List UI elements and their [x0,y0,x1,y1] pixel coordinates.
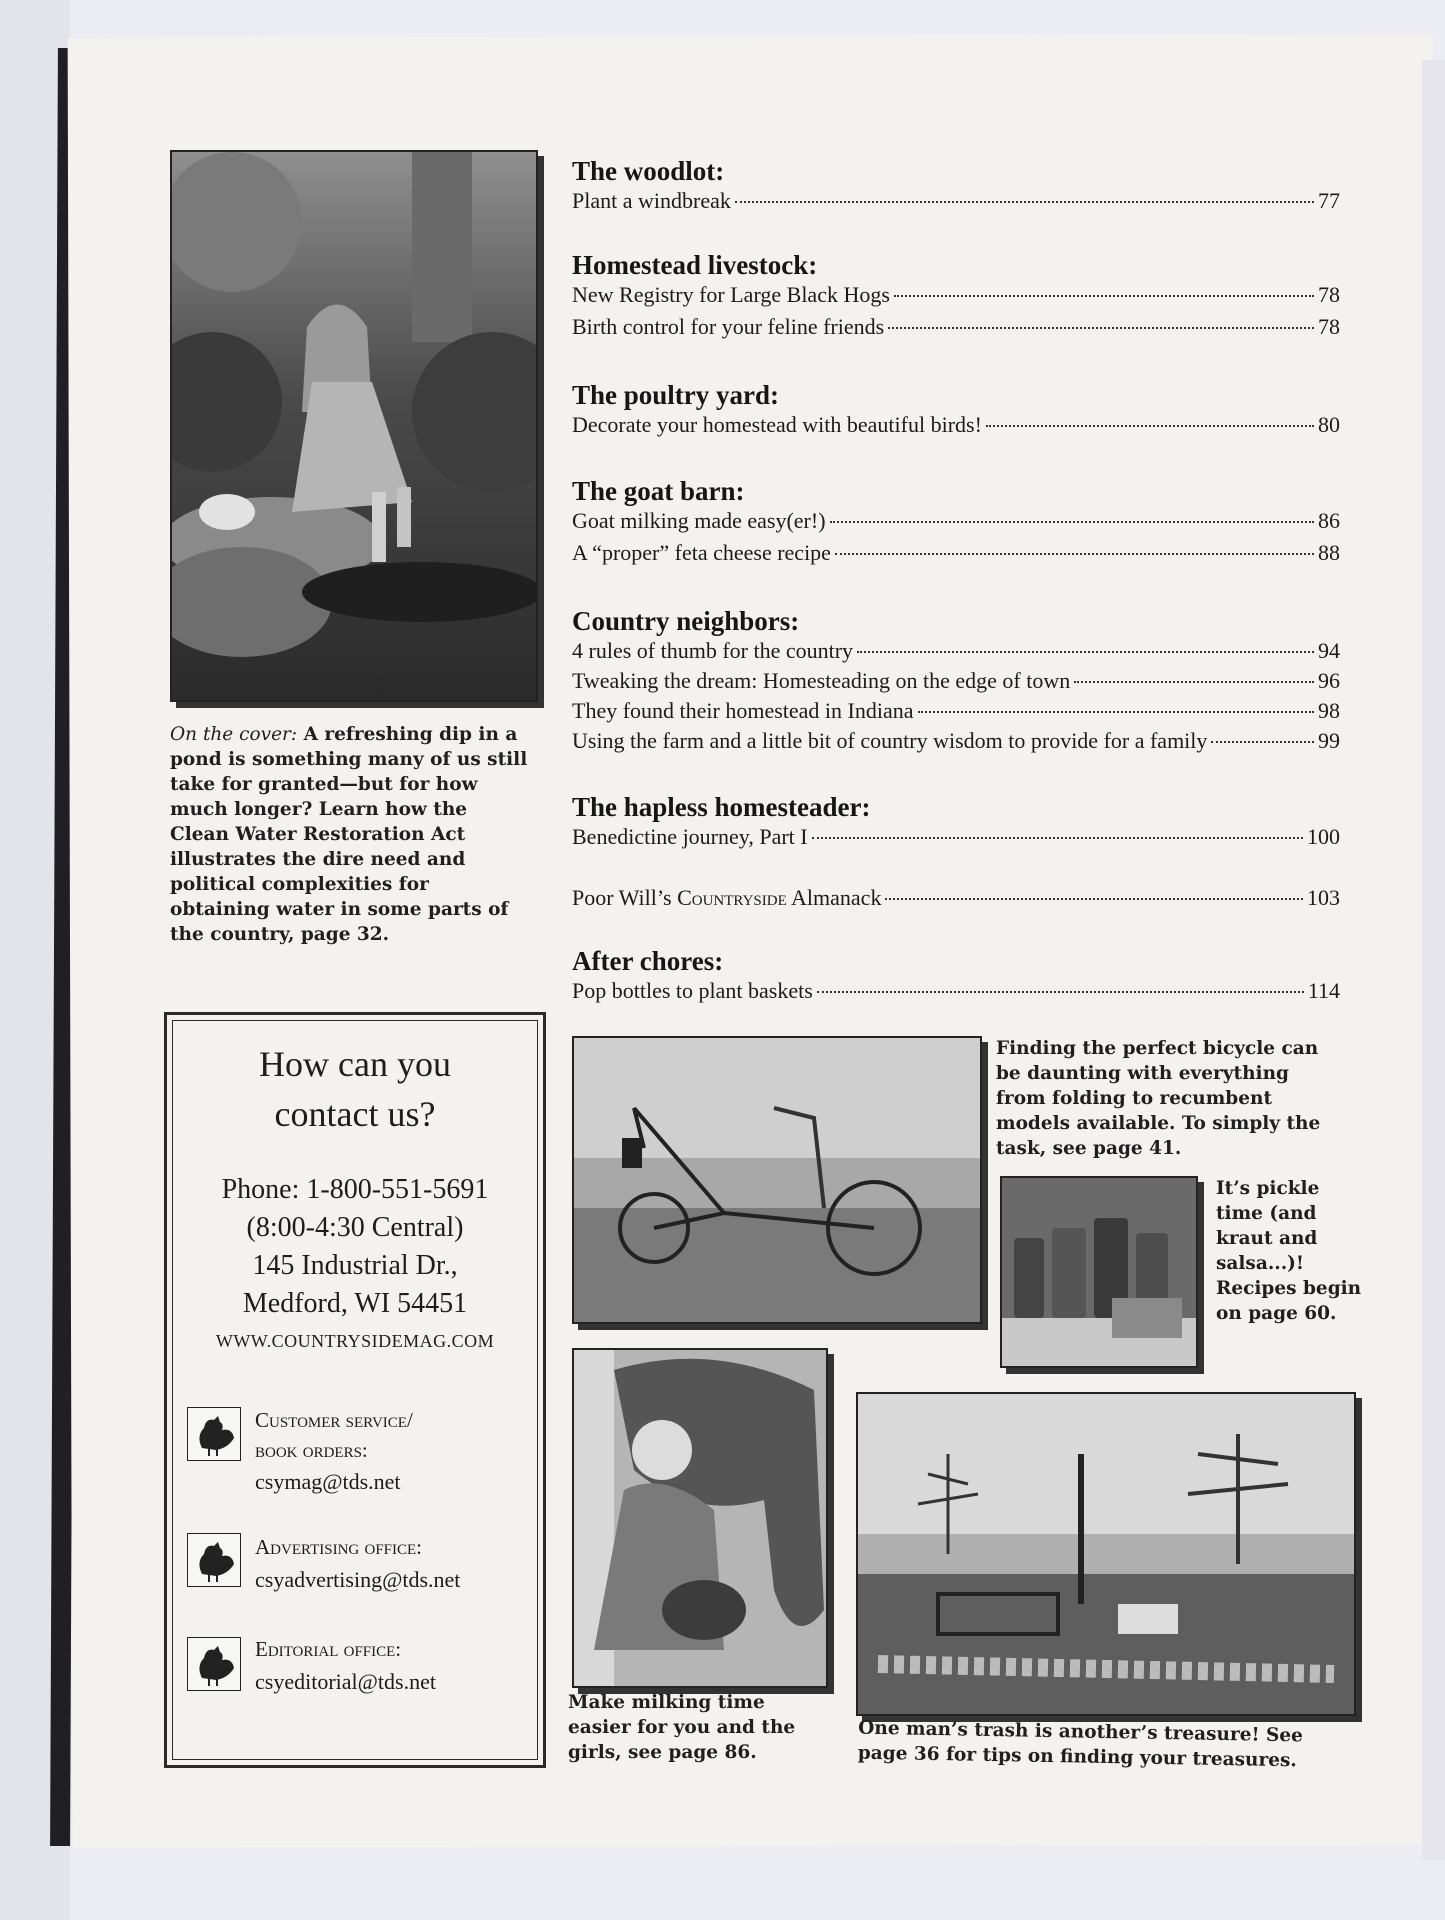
pickle-caption: It’s pickle time (and kraut and salsa...)! Recipes begin on page 60. [1216,1178,1362,1324]
garden-caption: One man’s trash is another’s treasure! See page 36 for tips on finding your treasures. [857,1717,1304,1772]
cover-caption-body: A refreshing dip in a pond is something many of us still take for granted—but for how much longer? Learn how the Clean Water Restoration Act illustrates the dire need and political complexities for obtaining water in some parts of the country, page 32. [170,724,528,945]
section-heading-hapless: The hapless homesteader: [572,792,871,822]
customer-service-label [255,1405,413,1465]
toc-entry-page: 103 [1307,885,1340,910]
section-heading-woodlot: The woodlot: [572,156,725,186]
city-address: Medford, WI 54451 [242,1288,468,1319]
leader-dots [830,521,1314,523]
toc-entry-page: 80 [1318,412,1340,437]
advertising-label: Advertising office: [255,1535,423,1559]
toc-entry-title: Pop bottles to plant baskets [572,978,813,1003]
label-line2: book orders: [255,1438,368,1462]
toc-entry-title [572,885,881,911]
toc-entry-title: Goat milking made easy(er!) [572,508,826,533]
phone-number[interactable]: Phone: 1-800-551-5691 [221,1174,489,1205]
toc-entry-page: 78 [1318,314,1340,339]
toc-entry-page: 86 [1318,508,1340,533]
editorial-label: Editorial office: [255,1637,402,1661]
contact-title-line1: How can you [259,1044,451,1084]
rooster-icon [187,1407,241,1461]
toc-entry[interactable] [572,188,1340,220]
leader-dots [835,553,1314,555]
contact-address [167,1171,543,1323]
toc-entry-title: Birth control for your feline friends [572,314,885,339]
toc-entry-page: 78 [1318,282,1340,307]
toc-entry-title: Using the farm and a little bit of country wisdom to provide for a family [572,728,1208,753]
toc-entry[interactable] [572,824,1340,856]
section-heading-goat-barn: The goat barn: [572,476,745,506]
toc-entry-page: 114 [1307,978,1340,1003]
toc-entry-title: New Registry for Large Black Hogs [572,282,890,307]
leader-dots [1074,681,1314,683]
toc-entry-page: 88 [1318,540,1340,565]
pickle-photo [1000,1176,1198,1368]
leader-dots [812,837,1303,839]
label-line1: Customer service/ [255,1408,413,1432]
toc-entry-page: 77 [1318,188,1340,213]
rooster-icon [187,1533,241,1587]
customer-service-email[interactable]: csymag@tds.net [255,1469,401,1494]
toc-entry-page: 94 [1318,638,1340,663]
contact-title [167,1039,543,1139]
toc-entry-almanack[interactable] [572,885,1340,917]
leader-dots [986,425,1314,427]
leader-dots [885,898,1303,900]
section-heading-poultry: The poultry yard: [572,380,780,410]
section-heading-after-chores: After chores: [572,946,724,976]
advertising-email[interactable]: csyadvertising@tds.net [255,1567,461,1592]
milking-photo [572,1348,828,1688]
toc-entry-title: Decorate your homestead with beautiful birds! [572,412,982,437]
toc-entry[interactable] [572,668,1340,700]
garden-photo [856,1392,1356,1716]
toc-entry[interactable] [572,978,1340,1010]
street-address: 145 Industrial Dr., [252,1250,458,1281]
rooster-icon [187,1637,241,1691]
toc-entry[interactable] [572,540,1340,572]
toc-entry-title: 4 rules of thumb for the country [572,638,854,663]
cover-caption-lead: On the cover: [170,724,298,745]
office-hours: (8:00-4:30 Central) [246,1212,464,1243]
contact-title-line2: contact us? [274,1094,436,1134]
cover-caption [170,722,530,947]
leader-dots [857,651,1314,653]
leader-dots [735,201,1314,203]
contact-box [164,1012,546,1768]
toc-entry[interactable] [572,698,1340,730]
title-prefix: Poor Will’s [572,885,678,910]
editorial-email[interactable]: csyeditorial@tds.net [255,1669,436,1694]
section-heading-neighbors: Country neighbors: [572,606,800,636]
toc-entry[interactable] [572,314,1340,346]
toc-entry-title: A “proper” feta cheese recipe [572,540,831,565]
section-heading-livestock: Homestead livestock: [572,250,818,280]
leader-dots [1211,741,1314,743]
toc-entry[interactable] [572,282,1340,314]
leader-dots [894,295,1314,297]
toc-entry[interactable] [572,728,1340,760]
bicycle-photo [572,1036,982,1324]
toc-entry[interactable] [572,412,1340,444]
toc-entry-title: Plant a windbreak [572,188,731,213]
website-link[interactable]: WWW.COUNTRYSIDEMAG.COM [215,1331,495,1351]
toc-entry-page: 99 [1318,728,1340,753]
bicycle-caption: Finding the perfect bicycle can be daunting with everything from folding to recumbent models available. To simply the task, see page 41. [996,1038,1321,1159]
background-right [1422,60,1445,1860]
leader-dots [817,991,1304,993]
leader-dots [888,327,1314,329]
title-small-caps: Countryside [677,885,787,910]
leader-dots [918,711,1314,713]
toc-entry[interactable] [572,638,1340,670]
toc-entry-page: 96 [1318,668,1340,693]
toc-entry-title: They found their homestead in Indiana [572,698,914,723]
milking-caption: Make milking time easier for you and the girls, see page 86. [568,1692,796,1763]
toc-entry-title: Benedictine journey, Part I [572,824,808,849]
toc-entry-title: Tweaking the dream: Homesteading on the edge of town [572,668,1071,693]
title-suffix: Almanack [786,885,882,910]
toc-entry-page: 98 [1318,698,1340,723]
toc-entry[interactable] [572,508,1340,540]
cover-photo [170,150,538,702]
toc-entry-page: 100 [1307,824,1340,849]
